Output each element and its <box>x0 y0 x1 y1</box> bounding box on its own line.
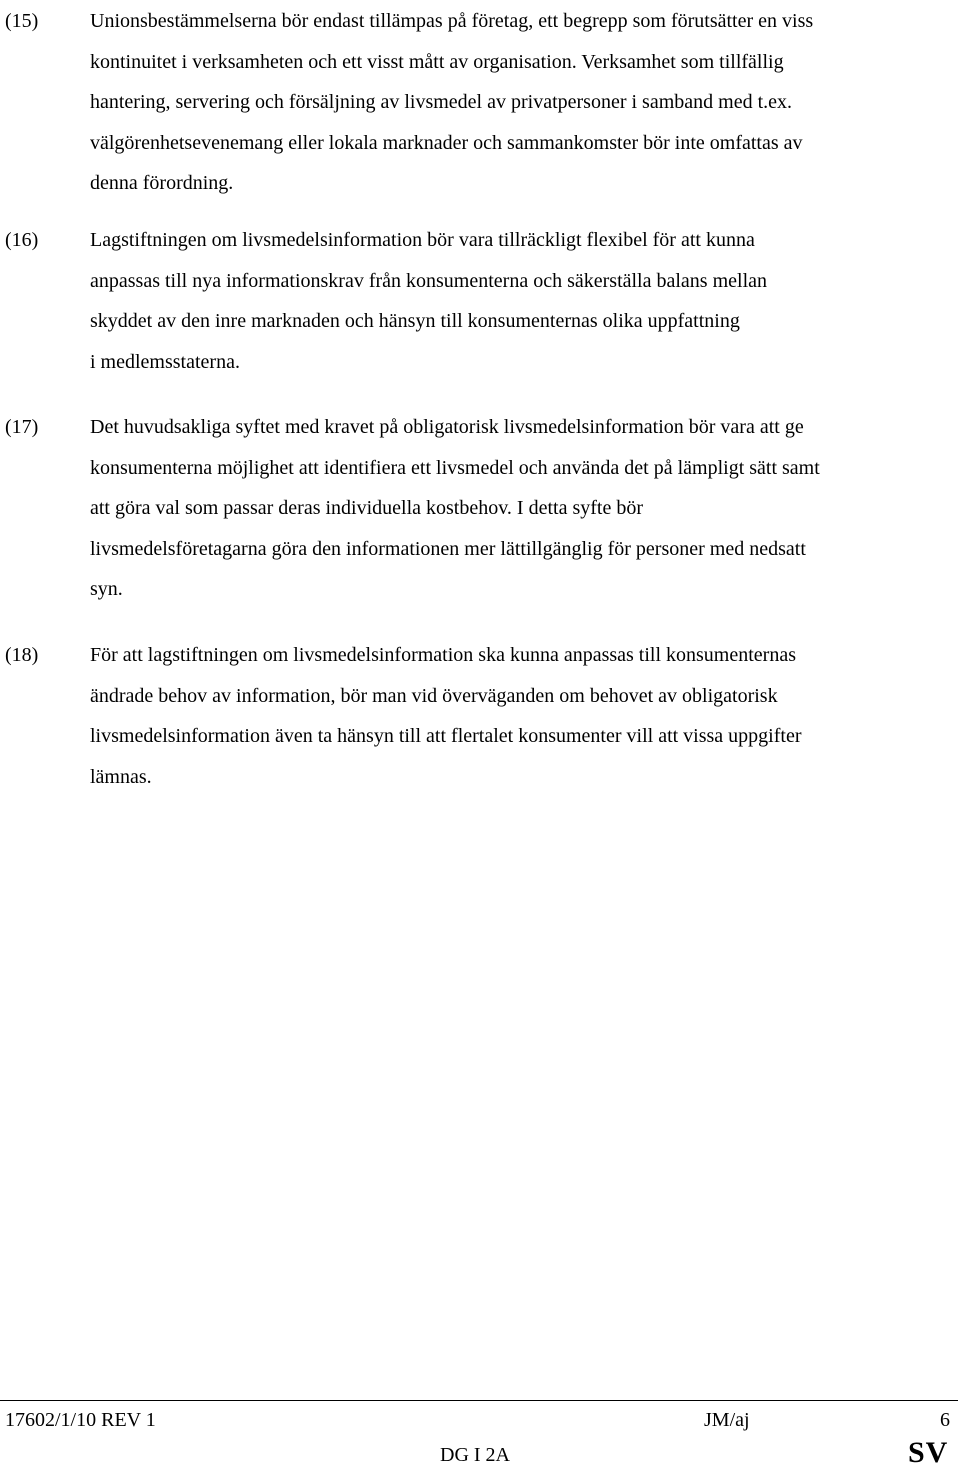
paragraph-18 <box>0 635 955 797</box>
page-number: 6 <box>940 1409 950 1431</box>
text-line: ändrade behov av information, bör man vid överväganden om behovet av obligatorisk <box>90 684 778 707</box>
text-line: lämnas. <box>90 765 152 788</box>
text-line: skyddet av den inre marknaden och hänsyn till konsumenternas olika uppfattning <box>90 310 740 333</box>
text-line: syn. <box>90 578 123 601</box>
paragraph-number: (17) <box>5 416 39 438</box>
text-line: kontinuitet i verksamheten och ett visst mått av organisation. Verksamhet som tillfällig <box>90 50 784 73</box>
paragraph-text <box>90 1 955 204</box>
text-line: hantering, servering och försäljning av livsmedel av privatpersoner i samband med t.ex. <box>90 91 793 114</box>
paragraph-16 <box>0 220 955 382</box>
text-line: anpassas till nya informationskrav från konsumenterna och säkerställa balans mellan <box>90 269 768 292</box>
text-line: Det huvudsakliga syftet med kravet på obligatorisk livsmedelsinformation bör vara att ge <box>90 416 804 438</box>
text-line: Unionsbestämmelserna bör endast tillämpas på företag, ett begrepp som förutsätter en viss <box>90 10 814 32</box>
text-line: i medlemsstaterna. <box>90 350 240 373</box>
text-line: konsumenterna möjlighet att identifiera ett livsmedel och använda det på lämpligt sätt samt <box>90 456 820 479</box>
language-code: SV <box>908 1436 949 1469</box>
paragraph-number: (16) <box>5 229 39 251</box>
document-reference: 17602/1/10 REV 1 <box>5 1409 156 1431</box>
text-line: livsmedelsföretagarna göra den informationen mer lättillgänglig för personer med nedsatt <box>90 537 806 560</box>
author-initials: JM/aj <box>704 1409 750 1431</box>
paragraph-15 <box>0 1 955 204</box>
paragraph-text <box>90 220 955 382</box>
paragraph-text <box>90 407 955 610</box>
footer-divider <box>0 1400 958 1401</box>
paragraph-number: (18) <box>5 644 39 666</box>
text-line: livsmedelsinformation även ta hänsyn till att flertalet konsumenter vill att vissa uppgifter <box>90 725 802 748</box>
text-line: Lagstiftningen om livsmedelsinformation bör vara tillräckligt flexibel för att kunna <box>90 229 755 251</box>
paragraph-text <box>90 635 955 797</box>
paragraph-number: (15) <box>5 10 39 32</box>
text-line: För att lagstiftningen om livsmedelsinformation ska kunna anpassas till konsumenternas <box>90 644 796 666</box>
directorate-code: DG I 2A <box>440 1444 510 1466</box>
text-line: denna förordning. <box>90 172 234 195</box>
text-line: att göra val som passar deras individuella kostbehov. I detta syfte bör <box>90 497 643 520</box>
paragraph-17 <box>0 407 955 610</box>
text-line: välgörenhetsevenemang eller lokala marknader och sammankomster bör inte omfattas av <box>90 131 803 154</box>
